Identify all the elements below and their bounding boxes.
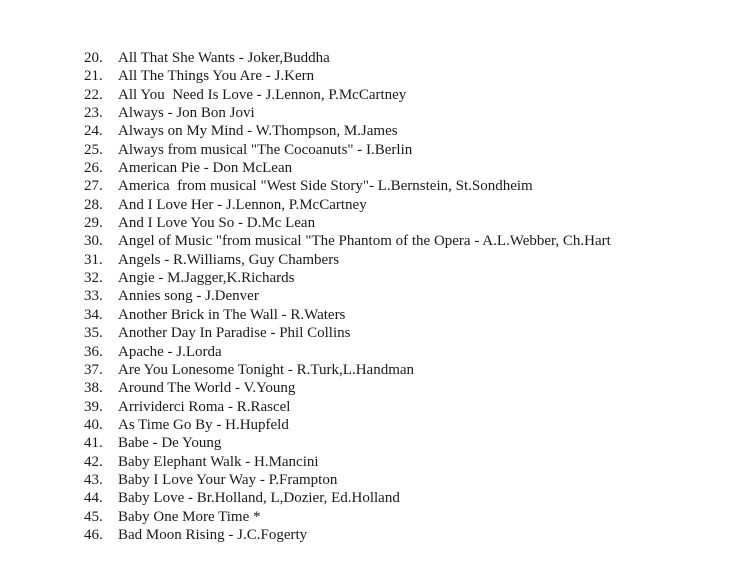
item-text: Babe - De Young: [118, 435, 222, 452]
list-item: [84, 214, 724, 232]
item-text: As Time Go By - H.Hupfeld: [118, 416, 289, 433]
item-number: 36.: [84, 343, 103, 360]
item-number: 30.: [84, 233, 103, 250]
list-item: [84, 489, 724, 507]
item-text: Apache - J.Lorda: [118, 343, 222, 360]
item-number: 24.: [84, 123, 103, 140]
item-number: 38.: [84, 380, 103, 397]
list-item: [84, 67, 724, 85]
item-text: Baby I Love Your Way - P.Frampton: [118, 471, 338, 488]
list-item: [84, 416, 724, 434]
list-item: [84, 306, 724, 324]
item-number: 32.: [84, 270, 103, 287]
item-number: 27.: [84, 178, 103, 195]
item-text: Baby Elephant Walk - H.Mancini: [118, 453, 319, 470]
list-item: [84, 398, 724, 416]
item-number: 29.: [84, 215, 103, 232]
item-text: Always from musical "The Cocoanuts" - I.Berlin: [118, 141, 413, 158]
list-item: [84, 287, 724, 305]
list-item: [84, 159, 724, 177]
item-number: 28.: [84, 196, 103, 213]
item-number: 34.: [84, 306, 103, 323]
item-text: Angie - M.Jagger,K.Richards: [118, 270, 295, 287]
item-number: 31.: [84, 251, 103, 268]
list-item: [84, 361, 724, 379]
item-text: Bad Moon Rising - J.C.Fogerty: [118, 526, 308, 543]
item-text: Around The World - V.Young: [118, 380, 296, 397]
list-item: [84, 269, 724, 287]
list-item: [84, 343, 724, 361]
list-item: [84, 251, 724, 269]
item-text: All You Need Is Love - J.Lennon, P.McCartney: [118, 86, 407, 103]
item-text: America from musical "West Side Story"- L.Bernstein, St.Sondheim: [118, 178, 533, 195]
item-number: 26.: [84, 160, 103, 177]
list-item: [84, 379, 724, 397]
item-number: 39.: [84, 398, 103, 415]
item-text: Baby One More Time *: [118, 508, 261, 525]
item-number: 42.: [84, 453, 103, 470]
item-number: 43.: [84, 471, 103, 488]
item-text: Annies song - J.Denver: [118, 288, 259, 305]
item-number: 40.: [84, 416, 103, 433]
item-text: Angel of Music "from musical "The Phantom of the Opera - A.L.Webber, Ch.Hart: [118, 233, 611, 250]
list-item: [84, 104, 724, 122]
item-number: 20.: [84, 50, 103, 66]
item-number: 44.: [84, 490, 103, 507]
item-number: 35.: [84, 325, 103, 342]
list-item: [84, 471, 724, 489]
list-item: [84, 86, 724, 104]
document-page: [84, 49, 724, 544]
list-item: [84, 49, 724, 67]
item-number: 45.: [84, 508, 103, 525]
item-number: 41.: [84, 435, 103, 452]
item-text: And I Love Her - J.Lennon, P.McCartney: [118, 196, 367, 213]
item-number: 23.: [84, 105, 103, 122]
item-number: 25.: [84, 141, 103, 158]
list-item: [84, 324, 724, 342]
item-text: Arrividerci Roma - R.Rascel: [118, 398, 291, 415]
list-item: [84, 141, 724, 159]
item-text: All That She Wants - Joker,Buddha: [118, 50, 330, 66]
list-item: [84, 434, 724, 452]
item-number: 46.: [84, 526, 103, 543]
item-text: Angels - R.Williams, Guy Chambers: [118, 251, 340, 268]
item-text: And I Love You So - D.Mc Lean: [118, 215, 316, 232]
song-list: [84, 49, 724, 544]
item-text: Always - Jon Bon Jovi: [118, 105, 255, 122]
item-text: Are You Lonesome Tonight - R.Turk,L.Handman: [118, 361, 415, 378]
item-text: All The Things You Are - J.Kern: [118, 68, 315, 85]
item-number: 21.: [84, 68, 103, 85]
item-text: Baby Love - Br.Holland, L,Dozier, Ed.Holland: [118, 490, 400, 507]
list-item: [84, 526, 724, 544]
item-text: Another Day In Paradise - Phil Collins: [118, 325, 351, 342]
list-item: [84, 177, 724, 195]
item-text: American Pie - Don McLean: [118, 160, 293, 177]
item-number: 33.: [84, 288, 103, 305]
list-item: [84, 453, 724, 471]
item-number: 22.: [84, 86, 103, 103]
list-item: [84, 232, 724, 250]
item-text: Always on My Mind - W.Thompson, M.James: [118, 123, 398, 140]
list-item: [84, 122, 724, 140]
list-item: [84, 508, 724, 526]
item-number: 37.: [84, 361, 103, 378]
item-text: Another Brick in The Wall - R.Waters: [118, 306, 346, 323]
list-item: [84, 196, 724, 214]
